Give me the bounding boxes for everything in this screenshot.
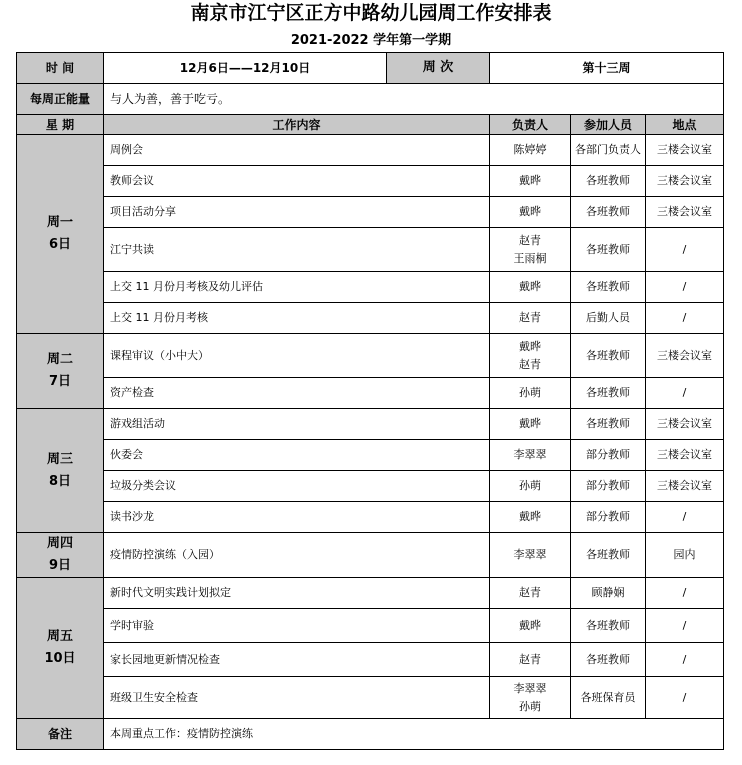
owner-name: 王雨桐 bbox=[513, 251, 547, 265]
owner-cell: 戴晔 bbox=[490, 197, 571, 228]
participants-cell: 各部门负责人 bbox=[571, 135, 646, 166]
owner-name: 戴晔 bbox=[519, 339, 541, 353]
week-label: 周 次 bbox=[387, 53, 490, 84]
location-cell: / bbox=[646, 303, 724, 334]
participants-cell: 各班教师 bbox=[571, 272, 646, 303]
work-content: 项目活动分享 bbox=[104, 197, 490, 228]
header-day: 星 期 bbox=[17, 115, 104, 135]
location-cell: / bbox=[646, 502, 724, 533]
owner-name: 赵青 bbox=[519, 233, 541, 247]
participants-cell: 各班教师 bbox=[571, 378, 646, 409]
participants-cell: 各班教师 bbox=[571, 197, 646, 228]
table-row bbox=[17, 303, 724, 334]
work-content: 周例会 bbox=[104, 135, 490, 166]
location-cell: 三楼会议室 bbox=[646, 409, 724, 440]
owner-name: 赵青 bbox=[519, 357, 541, 371]
notes-label: 备注 bbox=[17, 719, 104, 750]
owner-cell: 陈婷婷 bbox=[490, 135, 571, 166]
table-row bbox=[17, 502, 724, 533]
work-content: 上交 11 月份月考核 bbox=[104, 303, 490, 334]
table-row bbox=[17, 440, 724, 471]
owner-cell: 赵青 bbox=[490, 303, 571, 334]
owner-cell: 戴晔 bbox=[490, 409, 571, 440]
table-row bbox=[17, 409, 724, 440]
location-cell: / bbox=[646, 578, 724, 609]
work-content: 伙委会 bbox=[104, 440, 490, 471]
day-name: 周二 bbox=[46, 352, 73, 367]
day-cell-wednesday bbox=[17, 409, 104, 533]
table-row bbox=[17, 609, 724, 643]
participants-cell: 各班教师 bbox=[571, 609, 646, 643]
participants-cell: 顾静娴 bbox=[571, 578, 646, 609]
day-cell-friday bbox=[17, 578, 104, 719]
day-name: 周五 bbox=[46, 629, 73, 644]
energy-label: 每周正能量 bbox=[17, 84, 104, 115]
work-content: 疫情防控演练（入园） bbox=[104, 533, 490, 578]
owner-cell: 孙萌 bbox=[490, 471, 571, 502]
energy-row bbox=[17, 84, 724, 115]
owner-cell bbox=[490, 334, 571, 378]
location-cell: / bbox=[646, 228, 724, 272]
participants-cell: 部分教师 bbox=[571, 440, 646, 471]
owner-cell: 赵青 bbox=[490, 643, 571, 677]
day-cell-thursday bbox=[17, 533, 104, 578]
table-row bbox=[17, 272, 724, 303]
time-value: 12月6日——12月10日 bbox=[104, 53, 387, 84]
energy-value: 与人为善，善于吃亏。 bbox=[104, 84, 724, 115]
work-content: 教师会议 bbox=[104, 166, 490, 197]
table-row bbox=[17, 578, 724, 609]
owner-cell: 戴晔 bbox=[490, 272, 571, 303]
work-content: 江宁共读 bbox=[104, 228, 490, 272]
notes-row bbox=[17, 719, 724, 750]
owner-cell: 孙萌 bbox=[490, 378, 571, 409]
location-cell: 园内 bbox=[646, 533, 724, 578]
owner-cell: 戴晔 bbox=[490, 502, 571, 533]
location-cell: / bbox=[646, 378, 724, 409]
day-date: 8日 bbox=[48, 473, 72, 489]
participants-cell: 后勤人员 bbox=[571, 303, 646, 334]
header-owner: 负责人 bbox=[490, 115, 571, 135]
day-name: 周一 bbox=[46, 215, 73, 230]
table-row bbox=[17, 166, 724, 197]
owner-name: 李翠翠 bbox=[513, 681, 547, 695]
header-content: 工作内容 bbox=[104, 115, 490, 135]
location-cell: 三楼会议室 bbox=[646, 471, 724, 502]
owner-cell bbox=[490, 228, 571, 272]
table-row bbox=[17, 533, 724, 578]
work-content: 游戏组活动 bbox=[104, 409, 490, 440]
participants-cell: 各班教师 bbox=[571, 166, 646, 197]
week-value: 第十三周 bbox=[490, 53, 724, 84]
day-name: 周三 bbox=[46, 451, 73, 467]
participants-cell: 各班教师 bbox=[571, 533, 646, 578]
participants-cell: 部分教师 bbox=[571, 471, 646, 502]
participants-cell: 各班教师 bbox=[571, 228, 646, 272]
location-cell: / bbox=[646, 677, 724, 719]
schedule-table bbox=[16, 52, 724, 750]
location-cell: / bbox=[646, 272, 724, 303]
participants-cell: 各班保育员 bbox=[571, 677, 646, 719]
table-row bbox=[17, 135, 724, 166]
owner-cell: 戴晔 bbox=[490, 166, 571, 197]
table-row bbox=[17, 228, 724, 272]
work-content: 垃圾分类会议 bbox=[104, 471, 490, 502]
day-cell-monday bbox=[17, 135, 104, 334]
location-cell: 三楼会议室 bbox=[646, 135, 724, 166]
day-date: 9日 bbox=[48, 558, 72, 573]
owner-cell: 赵青 bbox=[490, 578, 571, 609]
participants-cell: 各班教师 bbox=[571, 643, 646, 677]
table-row bbox=[17, 334, 724, 378]
table-row bbox=[17, 378, 724, 409]
work-content: 家长园地更新情况检查 bbox=[104, 643, 490, 677]
work-content: 课程审议（小中大） bbox=[104, 334, 490, 378]
table-row bbox=[17, 677, 724, 719]
column-header-row bbox=[17, 115, 724, 135]
day-name: 周四 bbox=[46, 536, 73, 551]
work-content: 资产检查 bbox=[104, 378, 490, 409]
table-row bbox=[17, 197, 724, 228]
owner-cell: 李翠翠 bbox=[490, 440, 571, 471]
header-participants: 参加人员 bbox=[571, 115, 646, 135]
semester-subtitle: 2021-2022 学年第一学期 bbox=[290, 33, 452, 48]
location-cell: / bbox=[646, 609, 724, 643]
day-date: 6日 bbox=[48, 237, 72, 252]
table-row bbox=[17, 643, 724, 677]
work-content: 上交 11 月份月考核及幼儿评估 bbox=[104, 272, 490, 303]
participants-cell: 部分教师 bbox=[571, 502, 646, 533]
work-content: 新时代文明实践计划拟定 bbox=[104, 578, 490, 609]
table-row bbox=[17, 471, 724, 502]
owner-cell bbox=[490, 677, 571, 719]
location-cell: 三楼会议室 bbox=[646, 440, 724, 471]
work-content: 班级卫生安全检查 bbox=[104, 677, 490, 719]
work-content: 读书沙龙 bbox=[104, 502, 490, 533]
day-cell-tuesday bbox=[17, 334, 104, 409]
header-location: 地点 bbox=[646, 115, 724, 135]
location-cell: / bbox=[646, 643, 724, 677]
owner-cell: 李翠翠 bbox=[490, 533, 571, 578]
page-title: 南京市江宁区正方中路幼儿园周工作安排表 bbox=[190, 2, 552, 24]
location-cell: 三楼会议室 bbox=[646, 166, 724, 197]
work-content: 学时审验 bbox=[104, 609, 490, 643]
participants-cell: 各班教师 bbox=[571, 334, 646, 378]
info-row bbox=[17, 53, 724, 84]
owner-cell: 戴晔 bbox=[490, 609, 571, 643]
notes-value: 本周重点工作：疫情防控演练 bbox=[104, 719, 724, 750]
day-date: 10日 bbox=[44, 651, 76, 666]
participants-cell: 各班教师 bbox=[571, 409, 646, 440]
location-cell: 三楼会议室 bbox=[646, 334, 724, 378]
day-date: 7日 bbox=[48, 374, 72, 389]
owner-name: 孙萌 bbox=[519, 699, 541, 713]
location-cell: 三楼会议室 bbox=[646, 197, 724, 228]
time-label: 时 间 bbox=[17, 53, 104, 84]
